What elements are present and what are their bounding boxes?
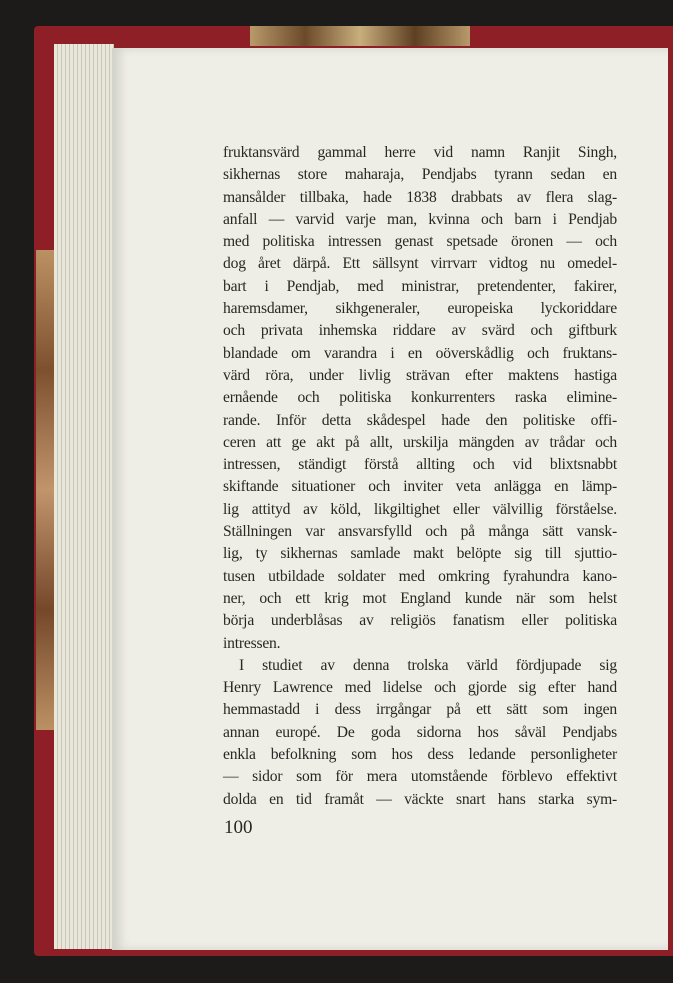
text-line: rande. Inför detta skådespel hade den politiske offi-: [223, 411, 617, 429]
text-line: ceren att ge akt på allt, urskilja mängden av trådar och: [223, 433, 617, 451]
text-line: dolda en tid framåt — väckte snart hans starka sym-: [223, 790, 617, 808]
text-line: ernående och politiska konkurrenters raska elimine-: [223, 389, 617, 407]
text-line: lig, ty sikhernas samlade makt belöpte sig till sjuttio-: [223, 545, 617, 563]
text-line: enkla befolkning som hos dess ledande personligheter: [223, 746, 617, 764]
text-line: sikhernas store maharaja, Pendjabs tyrann sedan en: [223, 166, 617, 184]
text-line: börja underblåsas av religiös fanatism eller politiska: [223, 612, 617, 630]
text-line: fruktansvärd gammal herre vid namn Ranjit Singh,: [223, 144, 617, 161]
text-line: anfall — varvid varje man, kvinna och barn i Pendjab: [223, 210, 617, 228]
page-text: [223, 142, 617, 811]
text-line: skiftande situationer och inviter veta anlägga en lämp-: [223, 478, 617, 496]
page-number: 100: [224, 817, 253, 838]
text-line: Henry Lawrence med lidelse och gjorde sig efter hand: [223, 679, 617, 697]
text-line: ner, och ett krig mot England kunde när som helst: [223, 589, 617, 607]
text-line: intressen, ständigt förstå allting och vid blixtsnabbt: [223, 456, 617, 474]
text-line: hemmastadd i dess irrgångar på ett sätt som ingen: [223, 701, 617, 719]
text-line: intressen.: [223, 634, 281, 652]
text-line: dog året därpå. Ett sällsynt virrvarr vidtog nu omedel-: [223, 255, 617, 273]
book-headband: [250, 26, 470, 46]
text-line: med politiska intressen genast spetsade öronen — och: [223, 233, 617, 251]
text-line: I studiet av denna trolska värld fördjupade sig: [239, 656, 617, 674]
text-line: och privata inhemska riddare av svärd och giftburk: [223, 322, 617, 340]
text-line: värd röra, under livlig strävan efter maktens hastiga: [223, 366, 617, 384]
text-line: blandade om varandra i en oöverskådlig och fruktans-: [223, 344, 617, 362]
text-line: Ställningen var ansvarsfylld och på många sätt vansk-: [223, 523, 617, 541]
text-line: tusen utbildade soldater med omkring fyrahundra kano-: [223, 567, 617, 585]
text-line: lig attityd av köld, likgiltighet eller välvillig förståelse.: [223, 500, 617, 518]
text-line: haremsdamer, sikhgeneraler, europeiska lyckoriddare: [223, 300, 617, 318]
book-spine-decoration: [36, 250, 54, 730]
text-line: — sidor som för mera utomstående förblevo effektivt: [223, 768, 617, 786]
text-line: mansålder tillbaka, hade 1838 drabbats av flera slag-: [223, 188, 617, 206]
page-edges: [54, 44, 114, 949]
text-line: annan europé. De goda sidorna hos såväl Pendjabs: [223, 723, 617, 741]
text-line: bart i Pendjab, med ministrar, pretendenter, fakirer,: [223, 277, 617, 295]
